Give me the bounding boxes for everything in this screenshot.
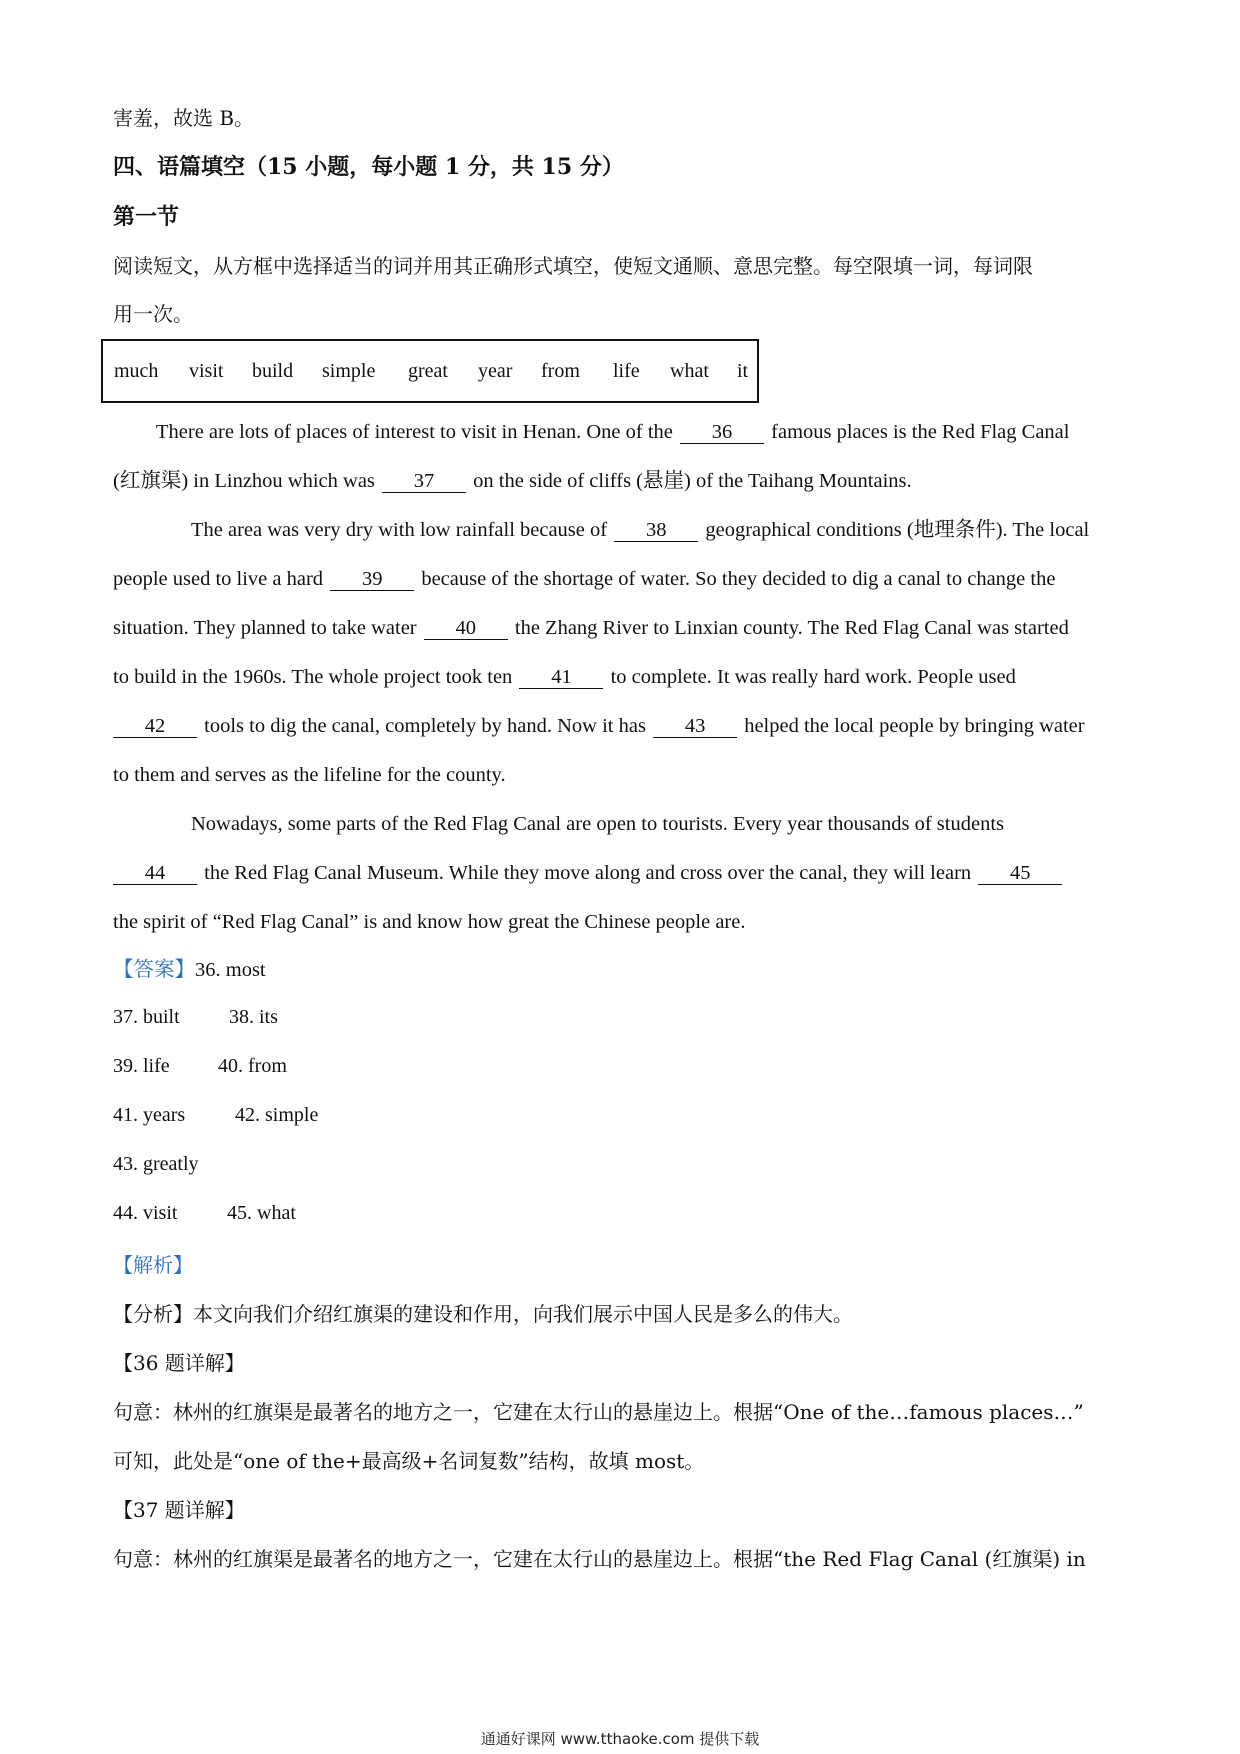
answer-tag: 【答案】 (113, 959, 195, 981)
blank-45: 45 (978, 862, 1062, 885)
analysis-summary: 【分析】本文向我们介绍红旗渠的建设和作用，向我们展示中国人民是多么的伟大。 (113, 1302, 853, 1326)
passage-line (113, 663, 1016, 691)
blank-39: 39 (330, 568, 414, 591)
passage-line (113, 712, 1085, 740)
answer-item: 39. life (113, 1055, 170, 1077)
passage-text: the Red Flag Canal Museum. While they move along and cross over the canal, they will learn (204, 862, 972, 884)
word-box-item: what (670, 360, 709, 382)
blank-40: 40 (424, 617, 508, 640)
passage-text: helped the local people by bringing water (744, 715, 1085, 737)
passage-line (191, 516, 1089, 544)
passage-text: geographical conditions (地理条件). The local (705, 519, 1090, 541)
passage-line (113, 859, 1064, 887)
passage-text: situation. They planned to take water (113, 617, 417, 639)
instructions-line-1: 阅读短文，从方框中选择适当的词并用其正确形式填空，使短文通顺、意思完整。每空限填一词，每词限 (113, 254, 1033, 278)
section-subtitle: 第一节 (113, 204, 180, 230)
blank-37: 37 (382, 470, 466, 493)
passage-text: the Zhang River to Linxian county. The Red Flag Canal was started (514, 617, 1069, 639)
blank-36: 36 (680, 421, 764, 444)
blank-41: 41 (519, 666, 603, 689)
analysis-tag: 【解析】 (113, 1253, 193, 1277)
word-box-item: it (737, 360, 749, 382)
word-box-item: simple (322, 360, 376, 382)
answer-item: 43. greatly (113, 1153, 199, 1175)
passage-text: The area was very dry with low rainfall because of (191, 519, 608, 541)
q36-explain-1: 句意：林州的红旗渠是最著名的地方之一，它建在太行山的悬崖边上。根据“One of the…famous places…” (113, 1400, 1084, 1424)
passage-line: Nowadays, some parts of the Red Flag Canal are open to tourists. Every year thousands of students (191, 813, 1004, 835)
passage-text: There are lots of places of interest to visit in Henan. One of the (156, 421, 673, 443)
answer-item: 42. simple (235, 1104, 319, 1126)
passage-text: to complete. It was really hard work. People used (610, 666, 1016, 688)
passage-text: to build in the 1960s. The whole project took ten (113, 666, 513, 688)
q37-explain-1: 句意：林州的红旗渠是最著名的地方之一，它建在太行山的悬崖边上。根据“the Red Flag Canal (红旗渠) in (113, 1547, 1086, 1571)
q36-explain-2: 可知，此处是“one of the+最高级+名词复数”结构，故填 most。 (113, 1449, 705, 1473)
passage-text: because of the shortage of water. So they decided to dig a canal to change the (421, 568, 1056, 590)
section-title: 四、语篇填空（15 小题，每小题 1 分，共 15 分） (113, 154, 624, 180)
passage-text: (红旗渠) in Linzhou which was (113, 470, 375, 492)
word-box (101, 339, 759, 403)
word-box-item: from (541, 360, 580, 382)
instructions-line-2: 用一次。 (113, 302, 193, 326)
blank-42: 42 (113, 715, 197, 738)
passage-text: people used to live a hard (113, 568, 324, 590)
answer-item: 40. from (218, 1055, 287, 1077)
passage-line (113, 565, 1055, 593)
passage-line (156, 418, 1069, 446)
answer-item: 41. years (113, 1104, 186, 1126)
blank-43: 43 (653, 715, 737, 738)
passage-text: famous places is the Red Flag Canal (771, 421, 1070, 443)
word-box-item: build (252, 360, 294, 382)
passage-line (113, 614, 1069, 642)
answer-item: 45. what (227, 1202, 296, 1224)
answer-line (113, 956, 266, 984)
q36-title: 【36 题详解】 (113, 1351, 245, 1375)
answer-item: 36. most (195, 959, 266, 981)
passage-text: tools to dig the canal, completely by hand. Now it has (204, 715, 646, 737)
answer-item: 44. visit (113, 1202, 178, 1224)
word-box-item: year (478, 360, 513, 382)
answer-item: 38. its (229, 1006, 278, 1028)
passage-line: to them and serves as the lifeline for the county. (113, 764, 506, 786)
passage-line: the spirit of “Red Flag Canal” is and know how great the Chinese people are. (113, 911, 746, 933)
word-box-item: much (114, 360, 159, 382)
q37-title: 【37 题详解】 (113, 1498, 245, 1522)
blank-44: 44 (113, 862, 197, 885)
blank-38: 38 (614, 519, 698, 542)
page-footer: 通通好课网 www.tthaoke.com 提供下载 (480, 1730, 760, 1748)
answer-item: 37. built (113, 1006, 180, 1028)
word-box-item: life (613, 360, 640, 382)
word-box-item: visit (189, 360, 224, 382)
passage-line (113, 467, 912, 495)
word-box-item: great (408, 360, 448, 382)
top-line: 害羞，故选 B。 (113, 106, 255, 130)
passage-text: on the side of cliffs (悬崖) of the Taihang Mountains. (473, 470, 912, 492)
